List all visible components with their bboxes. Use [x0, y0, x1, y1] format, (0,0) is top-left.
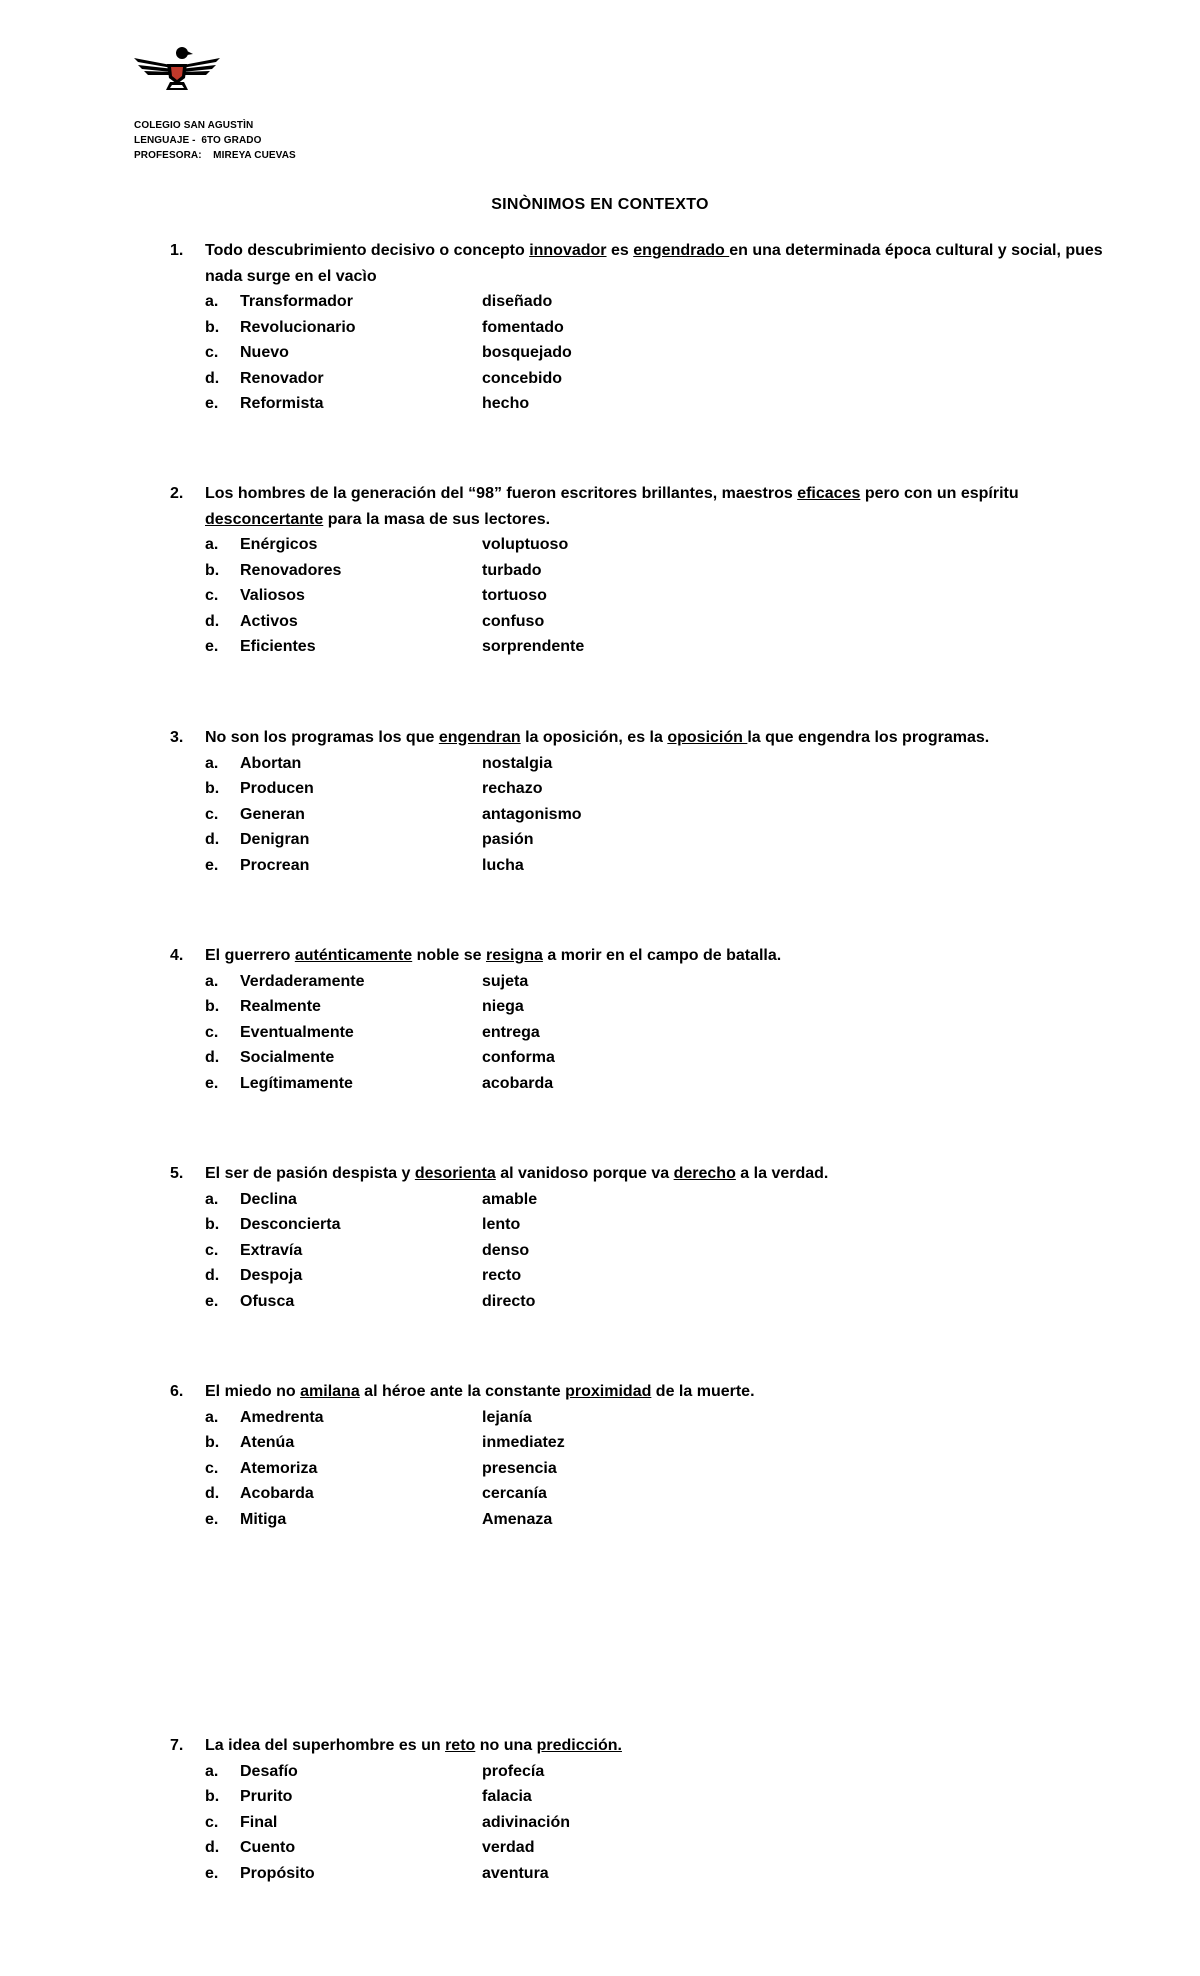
- school-logo-eagle: [132, 44, 222, 92]
- option-synonym-second: amable: [482, 1190, 538, 1208]
- option-row: [170, 776, 1110, 802]
- option-letter: d.: [205, 369, 220, 387]
- option-letter: c.: [205, 1813, 219, 1831]
- underlined-word: innovador: [529, 242, 607, 259]
- option-synonym-first: Desafío: [240, 1762, 298, 1780]
- option-synonym-first: Revolucionario: [240, 318, 356, 336]
- question-number: 3.: [170, 729, 184, 746]
- stem-text: no una: [475, 1737, 537, 1754]
- option-synonym-second: sujeta: [482, 972, 529, 990]
- option-synonym-second: inmediatez: [482, 1434, 565, 1451]
- stem-text: la que engendra los programas.: [747, 729, 990, 746]
- option-row: [170, 583, 1110, 609]
- option-letter: a.: [205, 1190, 219, 1208]
- school-header: [134, 118, 296, 163]
- option-row: [170, 634, 1110, 660]
- question-1: [170, 238, 1110, 417]
- option-synonym-second: pasión: [482, 831, 534, 848]
- option-synonym-first: Desconcierta: [240, 1216, 341, 1233]
- option-letter: c.: [205, 344, 219, 361]
- option-synonym-first: Realmente: [240, 998, 321, 1015]
- option-row: [170, 1810, 1110, 1836]
- option-letter: d.: [205, 1049, 220, 1066]
- underlined-word: amilana: [300, 1383, 360, 1400]
- option-synonym-first: Renovadores: [240, 561, 342, 579]
- option-row: [170, 1430, 1110, 1456]
- option-synonym-second: profecía: [482, 1762, 545, 1780]
- question-stem: [170, 1733, 1110, 1759]
- option-row: [170, 391, 1110, 417]
- option-letter: b.: [205, 1216, 220, 1233]
- option-row: [170, 1784, 1110, 1810]
- stem-text: Todo descubrimiento decisivo o concepto: [205, 242, 530, 259]
- option-synonym-first: Denigran: [240, 831, 310, 848]
- option-row: [170, 853, 1110, 879]
- option-synonym-second: niega: [482, 998, 524, 1015]
- option-synonym-first: Prurito: [240, 1788, 293, 1805]
- option-synonym-first: Mitiga: [240, 1510, 287, 1528]
- option-synonym-second: adivinación: [482, 1813, 571, 1831]
- option-synonym-first: Propósito: [240, 1864, 315, 1882]
- option-synonym-second: fomentado: [482, 318, 564, 336]
- option-synonym-second: diseñado: [482, 293, 553, 310]
- stem-text: El miedo no: [205, 1383, 301, 1400]
- option-synonym-second: cercanía: [482, 1485, 547, 1502]
- option-letter: b.: [205, 561, 220, 579]
- option-row: [170, 315, 1110, 341]
- option-letter: e.: [205, 395, 219, 412]
- underlined-word: desorienta: [414, 1165, 496, 1182]
- option-synonym-second: turbado: [482, 561, 542, 579]
- option-row: [170, 340, 1110, 366]
- option-row: [170, 1020, 1110, 1046]
- option-row: [170, 1187, 1110, 1213]
- option-synonym-first: Cuento: [240, 1839, 296, 1856]
- stem-text: es: [606, 242, 634, 259]
- option-synonym-first: Atenúa: [240, 1434, 295, 1451]
- option-synonym-second: voluptuoso: [482, 536, 569, 553]
- option-letter: c.: [205, 1241, 219, 1259]
- option-row: [170, 532, 1110, 558]
- question-stem: [170, 238, 1110, 289]
- option-letter: d.: [205, 612, 220, 630]
- option-synonym-second: concebido: [482, 369, 563, 387]
- option-synonym-second: bosquejado: [482, 344, 572, 361]
- question-number: 6.: [170, 1383, 184, 1400]
- stem-text: al héroe ante la constante: [359, 1383, 566, 1400]
- option-letter: e.: [205, 638, 219, 655]
- underlined-word: desconcertante: [205, 510, 324, 528]
- question-stem: [170, 1379, 1110, 1405]
- option-row: [170, 1456, 1110, 1482]
- option-row: [170, 1405, 1110, 1431]
- underlined-word: reto: [445, 1737, 476, 1754]
- option-synonym-second: conforma: [482, 1049, 555, 1066]
- stem-text: a la verdad.: [735, 1165, 829, 1182]
- option-row: [170, 1759, 1110, 1785]
- option-synonym-second: entrega: [482, 1023, 540, 1041]
- option-row: [170, 1263, 1110, 1289]
- question-7: [170, 1733, 1110, 1886]
- option-synonym-first: Transformador: [240, 293, 353, 310]
- option-synonym-second: verdad: [482, 1839, 535, 1856]
- underlined-word: proximidad: [565, 1383, 652, 1400]
- question-2: [170, 481, 1110, 660]
- option-synonym-second: presencia: [482, 1459, 557, 1477]
- stem-text: La idea del superhombre es un: [205, 1737, 446, 1754]
- option-letter: b.: [205, 318, 220, 336]
- option-synonym-second: recto: [482, 1267, 522, 1284]
- stem-text: en una determinada época cultural y social, pues nada surge en el vacìo: [205, 242, 1103, 285]
- question-4: [170, 943, 1110, 1096]
- stem-text: pero con un espíritu: [860, 485, 1019, 502]
- underlined-word: resigna: [485, 947, 543, 964]
- stem-text: de la muerte.: [651, 1383, 755, 1400]
- option-synonym-second: directo: [482, 1292, 536, 1310]
- question-6: [170, 1379, 1110, 1532]
- question-stem: [170, 1161, 1110, 1187]
- option-synonym-first: Final: [240, 1813, 278, 1831]
- option-letter: b.: [205, 1434, 220, 1451]
- option-synonym-first: Ofusca: [240, 1292, 295, 1310]
- option-letter: e.: [205, 1864, 219, 1882]
- option-row: [170, 827, 1110, 853]
- option-letter: a.: [205, 293, 219, 310]
- option-synonym-second: lento: [482, 1216, 521, 1233]
- option-synonym-second: Amenaza: [482, 1510, 553, 1528]
- question-3: [170, 725, 1110, 878]
- stem-text: Los hombres de la generación del “98” fueron escritores brillantes, maestros: [205, 485, 798, 502]
- option-synonym-first: Procrean: [240, 856, 310, 874]
- option-synonym-first: Socialmente: [240, 1049, 335, 1066]
- option-synonym-first: Valiosos: [240, 587, 305, 604]
- option-row: [170, 751, 1110, 777]
- option-row: [170, 1507, 1110, 1533]
- option-synonym-second: sorprendente: [482, 638, 585, 655]
- question-number: 1.: [170, 242, 184, 259]
- option-letter: c.: [205, 587, 219, 604]
- option-row: [170, 1289, 1110, 1315]
- option-row: [170, 609, 1110, 635]
- option-synonym-first: Renovador: [240, 369, 324, 387]
- option-letter: e.: [205, 1292, 219, 1310]
- option-synonym-first: Reformista: [240, 395, 324, 412]
- stem-text: El ser de pasión despista y: [205, 1165, 415, 1182]
- subject-grade: LENGUAJE - 6TO GRADO: [134, 135, 262, 146]
- option-row: [170, 1071, 1110, 1097]
- underlined-word: engendran: [438, 729, 521, 746]
- question-stem: [170, 481, 1110, 532]
- option-synonym-second: hecho: [482, 395, 530, 412]
- option-letter: a.: [205, 972, 219, 990]
- stem-text: la oposición, es la: [520, 729, 668, 746]
- option-synonym-first: Abortan: [240, 754, 302, 772]
- option-row: [170, 994, 1110, 1020]
- underlined-word: oposición: [667, 729, 748, 746]
- option-row: [170, 1212, 1110, 1238]
- option-row: [170, 289, 1110, 315]
- option-letter: d.: [205, 1267, 220, 1284]
- underlined-word: auténticamente: [294, 947, 413, 964]
- option-letter: c.: [205, 805, 219, 823]
- option-letter: a.: [205, 1408, 219, 1426]
- option-letter: e.: [205, 1074, 219, 1092]
- option-synonym-second: aventura: [482, 1864, 549, 1882]
- option-letter: a.: [205, 536, 219, 553]
- page-title: SINÒNIMOS EN CONTEXTO: [491, 196, 709, 213]
- option-letter: d.: [205, 1839, 220, 1856]
- option-synonym-second: lucha: [482, 856, 524, 874]
- underlined-word: engendrado: [633, 242, 730, 259]
- question-5: [170, 1161, 1110, 1314]
- option-letter: d.: [205, 1485, 220, 1502]
- option-synonym-second: confuso: [482, 612, 545, 630]
- option-synonym-second: denso: [482, 1241, 530, 1259]
- stem-text: noble se: [412, 947, 486, 964]
- option-synonym-second: rechazo: [482, 780, 543, 797]
- option-letter: b.: [205, 998, 220, 1015]
- option-synonym-first: Acobarda: [240, 1485, 314, 1502]
- option-synonym-second: antagonismo: [482, 805, 582, 823]
- underlined-word: eficaces: [797, 485, 861, 502]
- option-synonym-second: acobarda: [482, 1074, 554, 1092]
- option-letter: e.: [205, 1510, 219, 1528]
- teacher-name: PROFESORA: MIREYA CUEVAS: [134, 150, 296, 161]
- option-synonym-first: Eventualmente: [240, 1023, 354, 1041]
- option-synonym-first: Nuevo: [240, 344, 289, 361]
- option-row: [170, 1481, 1110, 1507]
- option-letter: c.: [205, 1023, 219, 1041]
- option-synonym-first: Activos: [240, 612, 298, 630]
- option-synonym-second: falacia: [482, 1788, 532, 1805]
- option-synonym-first: Generan: [240, 805, 305, 823]
- question-number: 4.: [170, 947, 184, 964]
- underlined-word: derecho: [673, 1165, 736, 1182]
- option-letter: a.: [205, 754, 219, 772]
- option-row: [170, 969, 1110, 995]
- question-number: 2.: [170, 485, 184, 502]
- stem-text: para la masa de sus lectores.: [323, 510, 551, 528]
- question-number: 5.: [170, 1165, 184, 1182]
- option-row: [170, 1238, 1110, 1264]
- stem-text: No son los programas los que: [205, 729, 439, 746]
- option-synonym-first: Legítimamente: [240, 1074, 353, 1092]
- question-number: 7.: [170, 1737, 184, 1754]
- question-stem: [170, 725, 1110, 751]
- option-letter: d.: [205, 831, 220, 848]
- question-stem: [170, 943, 1110, 969]
- option-synonym-first: Extravía: [240, 1241, 303, 1259]
- option-synonym-first: Eficientes: [240, 638, 316, 655]
- option-synonym-first: Atemoriza: [240, 1459, 318, 1477]
- option-row: [170, 1045, 1110, 1071]
- option-row: [170, 366, 1110, 392]
- option-synonym-first: Producen: [240, 780, 314, 797]
- option-letter: e.: [205, 856, 219, 874]
- stem-text: a morir en el campo de batalla.: [542, 947, 782, 964]
- option-synonym-second: tortuoso: [482, 587, 547, 604]
- option-synonym-second: lejanía: [482, 1408, 532, 1426]
- option-letter: b.: [205, 780, 220, 797]
- option-synonym-first: Despoja: [240, 1267, 303, 1284]
- option-row: [170, 558, 1110, 584]
- option-letter: b.: [205, 1788, 220, 1805]
- option-synonym-first: Verdaderamente: [240, 972, 365, 990]
- option-letter: a.: [205, 1762, 219, 1780]
- option-letter: c.: [205, 1459, 219, 1477]
- option-synonym-first: Amedrenta: [240, 1408, 324, 1426]
- option-synonym-first: Declina: [240, 1190, 297, 1208]
- school-name: COLEGIO SAN AGUSTÌN: [134, 120, 254, 131]
- option-row: [170, 802, 1110, 828]
- stem-text: al vanidoso porque va: [495, 1165, 674, 1182]
- option-row: [170, 1861, 1110, 1887]
- option-synonym-second: nostalgia: [482, 754, 553, 772]
- underlined-word: predicción.: [536, 1737, 622, 1754]
- option-synonym-first: Enérgicos: [240, 536, 318, 553]
- stem-text: El guerrero: [205, 947, 295, 964]
- option-row: [170, 1835, 1110, 1861]
